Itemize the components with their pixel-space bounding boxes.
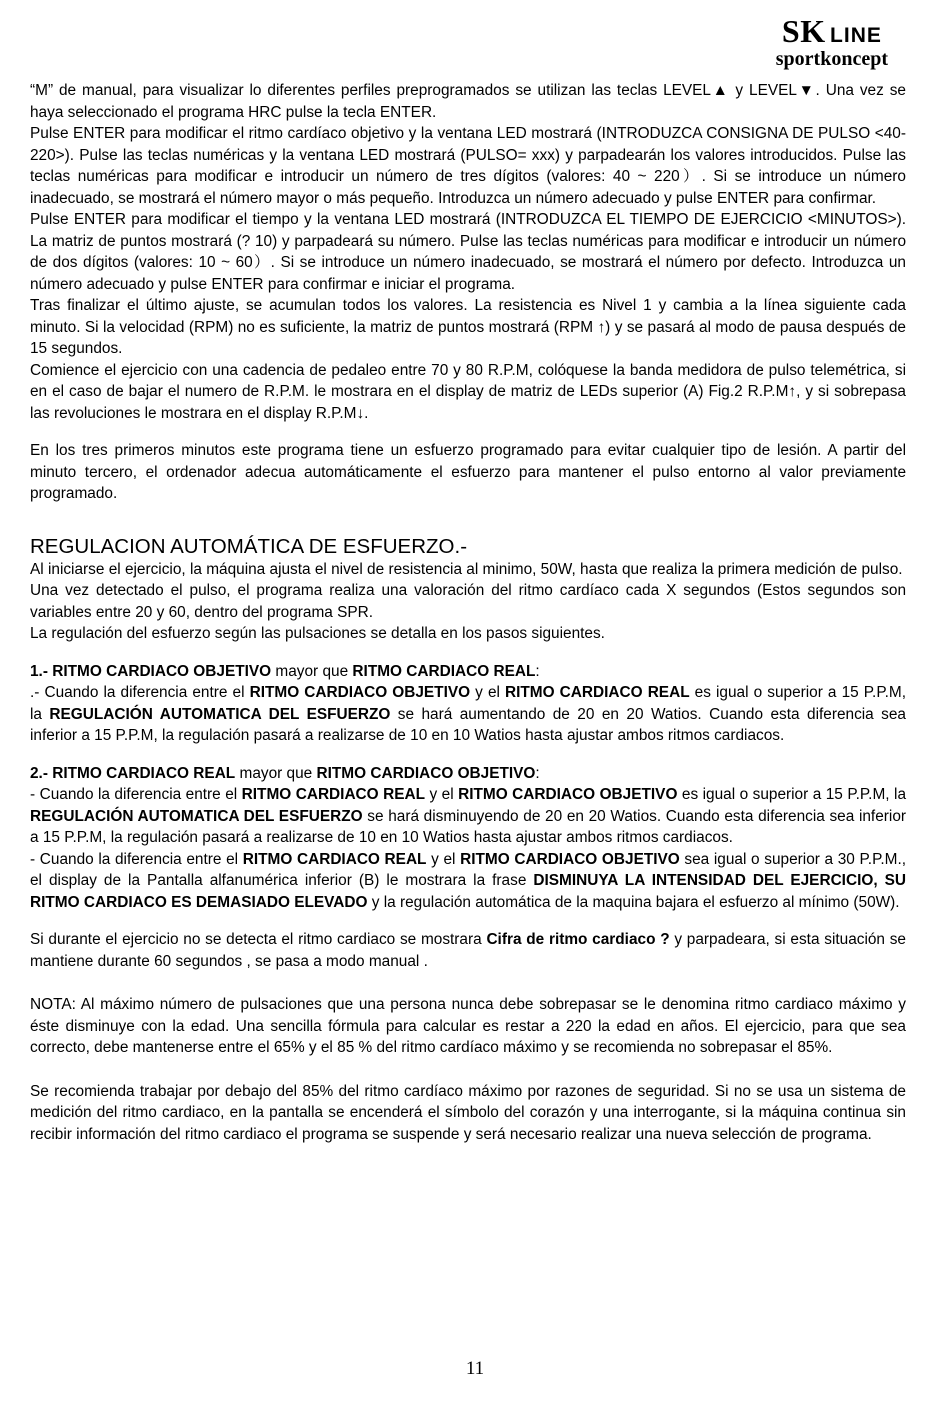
case-1-bold-1: RITMO CARDIACO OBJETIVO (249, 684, 471, 701)
case-2b-bold-3: DISMINUYA LA INTENSIDAD DEL EJERCICIO, SU RITMO CARDIACO ES DEMASIADO ELEVADO (30, 872, 906, 911)
recommendation-paragraph: Se recomienda trabajar por debajo del 85% del ritmo cardíaco máximo por razones de seguridad. Si no se usa un sistema de medición del ritmo cardiaco, en la pantalla se encenderá el símbolo del corazón y una interrogante, si la máquina continua sin recibir información del ritmo cardiaco el programa se suspende y será necesario realizar una nueva selección de programa. (30, 1082, 906, 1143)
case-2-paragraph-b (30, 849, 906, 914)
case-1-text-2: y el (470, 684, 506, 701)
note-paragraph: NOTA: Al máximo número de pulsaciones que una persona nunca debe sobrepasar se le denomina ritmo cardiaco máximo y éste disminuye con la edad. Una sencilla fórmula para calcular es restar a 220 la edad en años. El ejercicio, para que sea correcto, debe mantenerse entre el 65% y el 85 % del ritmo cardíaco máximo y se recomienda no sobrepasar el 85%. (30, 996, 906, 1056)
case-2b-bold-2: RITMO CARDIACO OBJETIVO (460, 850, 680, 868)
case-1-heading-target: 1.- RITMO CARDIACO OBJETIVO (30, 662, 272, 680)
case-1-text-1: .- Cuando la diferencia entre el (30, 684, 250, 701)
intro-paragraph-1: “M” de manual, para visualizar lo diferentes perfiles preprogramados se utilizan las teclas LEVEL▲ y LEVEL▼. Una vez se haya seleccionado el programa HRC pulse la tecla ENTER. (30, 82, 906, 121)
case-2b-text-1: - Cuando la diferencia entre el (30, 850, 243, 868)
brand-tagline: sportkoncept (775, 48, 888, 70)
case-1-text-4: se hará aumentando de 20 en 20 Watios. Cuando esta diferencia sea inferior a 15 P.P.M, la regulación pasará a realizarse de 10 en 10 Watios hasta ajustar ambos ritmos cardiacos. (30, 705, 906, 744)
brand-sk: SK (781, 13, 826, 49)
case-2-heading (30, 763, 906, 785)
case-2-heading-target: RITMO CARDIACO OBJETIVO (316, 764, 536, 782)
section-paragraph-1: Al iniciarse el ejercicio, la máquina ajusta el nivel de resistencia al minimo, 50W, hasta que realiza la primera medición de pulso. (30, 560, 903, 578)
case-2a-text-4: se hará disminuyendo de 20 en 20 Watios. Cuando esta diferencia sea inferior a 15 P.P.M, la regulación pasará a realizarse de 10 en 10 Watios hasta ajustar ambos ritmos cardiacos. (30, 807, 907, 846)
document-body (30, 80, 906, 1145)
no-pulse-text-1: Si durante el ejercicio no se detecta el ritmo cardiaco se mostrara (30, 931, 487, 948)
case-2a-text-2: y el (425, 786, 459, 803)
case-1-heading (30, 661, 906, 683)
case-2b-bold-1: RITMO CARDIACO REAL (242, 850, 427, 868)
page-number: 11 (465, 1358, 485, 1379)
case-2a-text-3: es igual o superior a 15 P.P.M, la (677, 786, 907, 803)
intro-paragraph-2: Pulse ENTER para modificar el ritmo cardíaco objetivo y la ventana LED mostrará (INTRODUZCA CONSIGNA DE PULSO <40-220>). Pulse las teclas numéricas y la ventana LED mostrará (PULSO= xxx) y parpadearán los valores introducidos. Pulse las teclas numéricas para modificar e introducir un número de tres dígitos (valores: 40 ~ 220）. Si se introduce un número inadecuado, se mostrará el número mayor o más pequeño. Introduzca un número adecuado y pulse ENTER para confirmar. (30, 125, 906, 207)
case-2-heading-connector: mayor que (235, 764, 317, 782)
case-1-heading-connector: mayor que (271, 662, 353, 680)
brand-name (776, 14, 888, 48)
case-2a-bold-3: REGULACIÓN AUTOMATICA DEL ESFUERZO (30, 807, 363, 825)
case-1-bold-2: RITMO CARDIACO REAL (505, 684, 690, 701)
case-2b-text-3: sea igual o superior a 30 P.P.M., el display de la Pantalla alfanumérica inferior (B) le mostrara la frase (30, 850, 906, 889)
intro-paragraph-4: Tras finalizar el último ajuste, se acumulan todos los valores. La resistencia es Nivel 1 y cambia a la línea siguiente cada minuto. Si la velocidad (RPM) no es suficiente, la matriz de puntos mostrará (RPM ↑) y se pasará al modo de pausa después de 15 segundos. (30, 297, 906, 357)
brand-logo (776, 14, 888, 70)
case-1-bold-3: REGULACIÓN AUTOMATICA DEL ESFUERZO (49, 705, 391, 723)
intro-paragraph-6: En los tres primeros minutos este programa tiene un esfuerzo programado para evitar cualquier tipo de lesión. A partir del minuto tercero, el ordenador adecua automáticamente el esfuerzo para mantener el pulso entorno al valor previamente programado. (30, 442, 906, 502)
case-2b-text-4: y la regulación automática de la maquina bajara el esfuerzo al mínimo (50W). (367, 893, 900, 911)
case-2-paragraph-a (30, 784, 906, 849)
intro-paragraph-5: Comience el ejercicio con una cadencia de pedaleo entre 70 y 80 R.P.M, colóquese la banda medidora de pulso telemétrica, si en el caso de bajar el numero de R.P.M. le mostrara en el display de matriz de LEDs superior (A) Fig.2 R.P.M↑, y si sobrepasa las revoluciones le mostrara en el display R.P.M↓. (30, 361, 906, 422)
no-pulse-text-2: y parpadeara, si esta situación se mantiene durante 60 segundos , se pasa a modo manual . (30, 931, 906, 970)
case-2b-text-2: y el (426, 850, 461, 868)
case-1-text-3: es igual o superior a 15 P.P.M, la (30, 684, 906, 723)
case-2a-text-1: - Cuando la diferencia entre el (30, 786, 242, 803)
case-1-heading-colon: : (535, 662, 540, 680)
case-1-heading-real: RITMO CARDIACO REAL (352, 662, 536, 680)
case-2a-bold-2: RITMO CARDIACO OBJETIVO (458, 786, 678, 803)
intro-paragraph-3: Pulse ENTER para modificar el tiempo y la ventana LED mostrará (INTRODUZCA EL TIEMPO DE EJERCICIO <MINUTOS>). La matriz de puntos mostrará (? 10) y parpadeará su número. Pulse las teclas numéricas para modificar e introducir un número de dos dígitos (valores: 10 ~ 60）. Si se introduce un número inadecuado, se mostrará el número por defecto. Introduzca un número adecuado y pulse ENTER para confirmar e iniciar el programa. (30, 211, 906, 293)
brand-line: LINE (830, 24, 882, 47)
no-pulse-bold: Cifra de ritmo cardiaco ? (486, 931, 670, 948)
case-1-paragraph (30, 682, 906, 747)
section-title: REGULACION AUTOMÁTICA DE ESFUERZO.- (30, 534, 468, 558)
no-pulse-paragraph (30, 929, 906, 972)
case-2-heading-colon: : (535, 764, 540, 782)
section-paragraph-3: La regulación del esfuerzo según las pulsaciones se detalla en los pasos siguientes. (30, 625, 605, 642)
section-paragraph-2: Una vez detectado el pulso, el programa realiza una valoración del ritmo cardíaco cada X segundos (Estos segundos son variables entre 20 y 60, dentro del programa SPR. (30, 582, 906, 621)
case-2-heading-real: 2.- RITMO CARDIACO REAL (30, 764, 236, 782)
case-2a-bold-1: RITMO CARDIACO REAL (241, 786, 426, 803)
